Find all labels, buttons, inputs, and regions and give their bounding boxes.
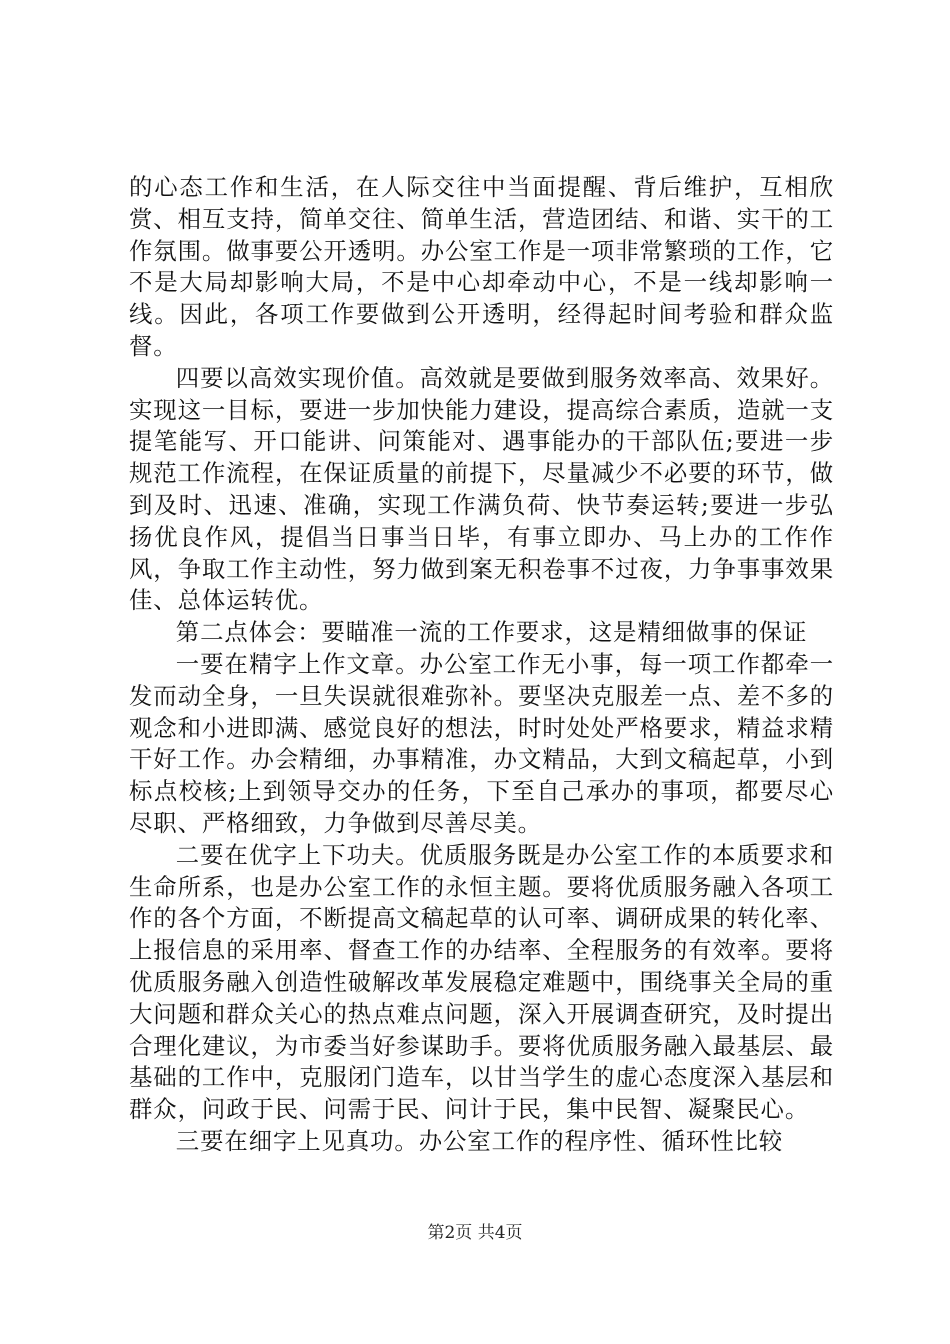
paragraph-detail: 三要在细字上见真功。办公室工作的程序性、循环性比较 [175, 1126, 784, 1155]
paragraph-efficiency: 四要以高效实现价值。高效就是要做到服务效率高、效果好。实现这一目标，要进一步加快能力建设，提高综合素质，造就一支提笔能写、开口能讲、问策能对、遇事能办的干部队伍;要进一步规范工作流程，在保证质量的前提下，尽量减少不必要的环节，做到及时、迅速、准确，实现工作满负荷、快节奏运转;要进一步弘扬优良作风，提倡当日事当日毕，有事立即办、马上办的工作作风，争取工作主动性，努力做到案无积卷事不过夜，力争事事效果佳、总体运转优。 [129, 363, 834, 615]
document-body [129, 172, 834, 1158]
page-number-footer: 第2页 共4页 [427, 1223, 523, 1243]
paragraph-quality: 二要在优字上下功夫。优质服务既是办公室工作的本质要求和生命所系，也是办公室工作的永恒主题。要将优质服务融入各项工作的各个方面，不断提高文稿起草的认可率、调研成果的转化率、上报信息的采用率、督查工作的办结率、全程服务的有效率。要将优质服务融入创造性破解改革发展稳定难题中，围绕事关全局的重大问题和群众关心的热点难点问题，深入开展调查研究，及时提出合理化建议，为市委当好参谋助手。要将优质服务融入最基层、最基础的工作中，克服闭门造车，以甘当学生的虚心态度深入基层和群众，问政于民、问需于民、问计于民，集中民智、凝聚民心。 [129, 840, 834, 1124]
section-heading-second-point: 第二点体会：要瞄准一流的工作要求，这是精细做事的保证 [175, 618, 808, 647]
paragraph-precision: 一要在精字上作文章。办公室工作无小事，每一项工作都牵一发而动全身，一旦失误就很难弥补。要坚决克服差一点、差不多的观念和小进即满、感觉良好的想法，时时处处严格要求，精益求精干好工作。办会精细，办事精准，办文精品，大到文稿起草，小到标点校核;上到领导交办的任务，下至自己承办的事项，都要尽心尽职、严格细致，力争做到尽善尽美。 [129, 649, 834, 837]
paragraph-continuation: 的心态工作和生活，在人际交往中当面提醒、背后维护，互相欣赏、相互支持，简单交往、简单生活，营造团结、和谐、实干的工作氛围。做事要公开透明。办公室工作是一项非常繁琐的工作，它不是大局却影响大局，不是中心却牵动中心，不是一线却影响一线。因此，各项工作要做到公开透明，经得起时间考验和群众监督。 [129, 173, 834, 360]
